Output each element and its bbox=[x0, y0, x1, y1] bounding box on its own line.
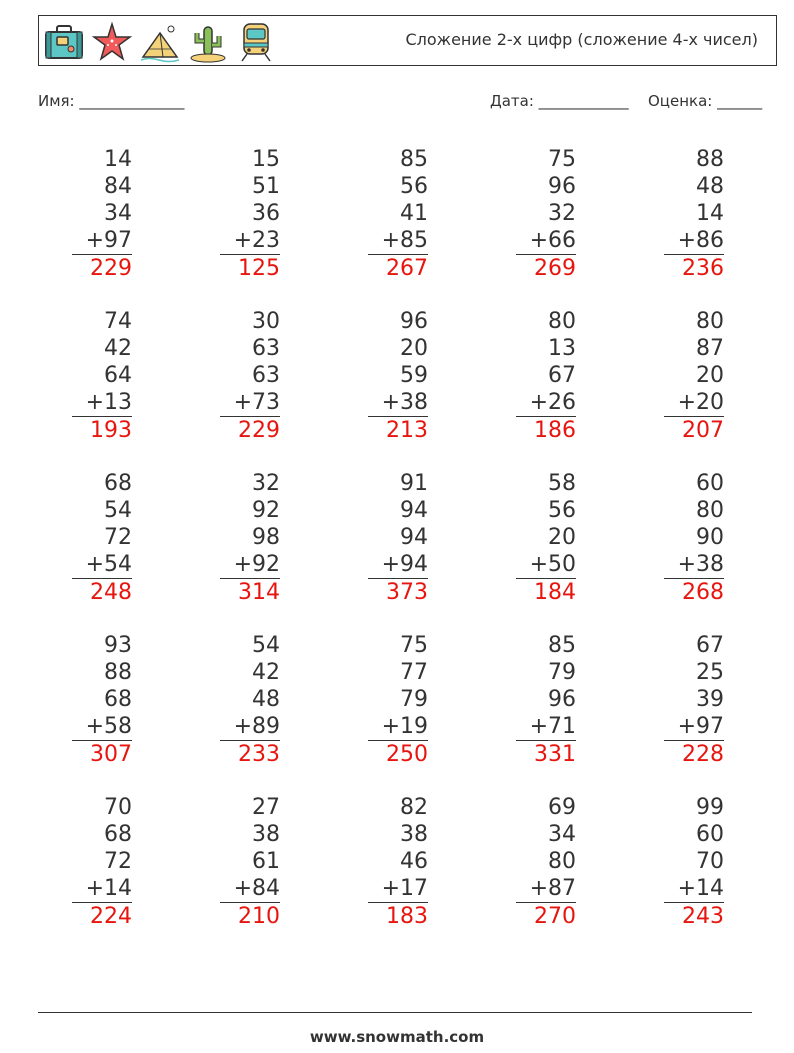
addend: 30 bbox=[252, 309, 280, 334]
last-addend: +54 bbox=[72, 551, 132, 579]
addend: 56 bbox=[548, 498, 576, 523]
date-field-label: Дата: ____________ bbox=[490, 92, 629, 110]
addend: 69 bbox=[548, 795, 576, 820]
answer: 236 bbox=[682, 256, 724, 281]
addend: 82 bbox=[400, 795, 428, 820]
addend: 54 bbox=[252, 633, 280, 658]
addend: 20 bbox=[696, 363, 724, 388]
last-addend: +26 bbox=[516, 389, 576, 417]
last-addend: +20 bbox=[664, 389, 724, 417]
addition-problem bbox=[664, 146, 724, 282]
addend: 42 bbox=[252, 660, 280, 685]
addend: 79 bbox=[548, 660, 576, 685]
addend: 48 bbox=[696, 174, 724, 199]
answer: 210 bbox=[238, 904, 280, 929]
addend: 58 bbox=[548, 471, 576, 496]
addition-problem bbox=[220, 794, 280, 930]
last-addend: +87 bbox=[516, 875, 576, 903]
last-addend: +19 bbox=[368, 713, 428, 741]
addition-problem bbox=[516, 632, 576, 768]
suitcase-icon bbox=[43, 21, 85, 63]
answer: 270 bbox=[534, 904, 576, 929]
addend: 74 bbox=[104, 309, 132, 334]
addition-problem bbox=[72, 146, 132, 282]
worksheet-header bbox=[38, 15, 777, 66]
answer: 331 bbox=[534, 742, 576, 767]
addition-problem bbox=[368, 632, 428, 768]
addend: 84 bbox=[104, 174, 132, 199]
addend: 15 bbox=[252, 147, 280, 172]
addition-problem bbox=[368, 470, 428, 606]
addend: 68 bbox=[104, 822, 132, 847]
addend: 96 bbox=[400, 309, 428, 334]
addend: 88 bbox=[104, 660, 132, 685]
addition-problem bbox=[368, 794, 428, 930]
answer: 228 bbox=[682, 742, 724, 767]
last-addend: +66 bbox=[516, 227, 576, 255]
addend: 80 bbox=[548, 309, 576, 334]
addend: 85 bbox=[400, 147, 428, 172]
addend: 96 bbox=[548, 174, 576, 199]
addition-problem bbox=[220, 632, 280, 768]
answer: 207 bbox=[682, 418, 724, 443]
addend: 20 bbox=[400, 336, 428, 361]
worksheet-title: Сложение 2-х цифр (сложение 4-х чисел) bbox=[405, 30, 758, 49]
addend: 94 bbox=[400, 525, 428, 550]
answer: 314 bbox=[238, 580, 280, 605]
last-addend: +23 bbox=[220, 227, 280, 255]
addition-problem bbox=[664, 794, 724, 930]
answer: 213 bbox=[386, 418, 428, 443]
addend: 34 bbox=[548, 822, 576, 847]
last-addend: +38 bbox=[664, 551, 724, 579]
answer: 373 bbox=[386, 580, 428, 605]
last-addend: +73 bbox=[220, 389, 280, 417]
addition-problem bbox=[72, 470, 132, 606]
addition-problem bbox=[368, 146, 428, 282]
addend: 42 bbox=[104, 336, 132, 361]
grade-field-label: Оценка: ______ bbox=[648, 92, 763, 110]
addend: 80 bbox=[696, 498, 724, 523]
problem-grid bbox=[0, 146, 794, 966]
addend: 60 bbox=[696, 822, 724, 847]
answer: 183 bbox=[386, 904, 428, 929]
last-addend: +13 bbox=[72, 389, 132, 417]
addend: 63 bbox=[252, 363, 280, 388]
footer-site: www.snowmath.com bbox=[309, 1028, 485, 1046]
last-addend: +85 bbox=[368, 227, 428, 255]
addend: 80 bbox=[696, 309, 724, 334]
answer: 229 bbox=[90, 256, 132, 281]
last-addend: +92 bbox=[220, 551, 280, 579]
answer: 224 bbox=[90, 904, 132, 929]
addend: 88 bbox=[696, 147, 724, 172]
last-addend: +97 bbox=[664, 713, 724, 741]
addend: 61 bbox=[252, 849, 280, 874]
last-addend: +94 bbox=[368, 551, 428, 579]
addend: 99 bbox=[696, 795, 724, 820]
answer: 233 bbox=[238, 742, 280, 767]
addition-problem bbox=[516, 794, 576, 930]
addend: 13 bbox=[548, 336, 576, 361]
footer-divider bbox=[38, 1012, 752, 1013]
last-addend: +58 bbox=[72, 713, 132, 741]
addend: 60 bbox=[696, 471, 724, 496]
answer: 248 bbox=[90, 580, 132, 605]
addend: 67 bbox=[696, 633, 724, 658]
answer: 307 bbox=[90, 742, 132, 767]
addend: 34 bbox=[104, 201, 132, 226]
addend: 87 bbox=[696, 336, 724, 361]
addend: 94 bbox=[400, 498, 428, 523]
addend: 91 bbox=[400, 471, 428, 496]
addition-problem bbox=[72, 308, 132, 444]
last-addend: +50 bbox=[516, 551, 576, 579]
starfish-icon bbox=[91, 21, 133, 63]
answer: 125 bbox=[238, 256, 280, 281]
addend: 70 bbox=[696, 849, 724, 874]
answer: 269 bbox=[534, 256, 576, 281]
pyramid-icon bbox=[139, 21, 181, 63]
addition-problem bbox=[220, 308, 280, 444]
addition-problem bbox=[664, 632, 724, 768]
addend: 68 bbox=[104, 687, 132, 712]
addend: 70 bbox=[104, 795, 132, 820]
addition-problem bbox=[516, 308, 576, 444]
train-icon bbox=[235, 21, 277, 63]
addend: 98 bbox=[252, 525, 280, 550]
addend: 14 bbox=[696, 201, 724, 226]
addend: 32 bbox=[252, 471, 280, 496]
last-addend: +14 bbox=[72, 875, 132, 903]
addend: 92 bbox=[252, 498, 280, 523]
addend: 63 bbox=[252, 336, 280, 361]
last-addend: +97 bbox=[72, 227, 132, 255]
addend: 64 bbox=[104, 363, 132, 388]
addend: 85 bbox=[548, 633, 576, 658]
addition-problem bbox=[220, 146, 280, 282]
last-addend: +17 bbox=[368, 875, 428, 903]
addend: 36 bbox=[252, 201, 280, 226]
addend: 39 bbox=[696, 687, 724, 712]
addend: 46 bbox=[400, 849, 428, 874]
addend: 67 bbox=[548, 363, 576, 388]
answer: 250 bbox=[386, 742, 428, 767]
addition-problem bbox=[664, 470, 724, 606]
addend: 72 bbox=[104, 849, 132, 874]
answer: 268 bbox=[682, 580, 724, 605]
addend: 75 bbox=[400, 633, 428, 658]
addend: 96 bbox=[548, 687, 576, 712]
addend: 90 bbox=[696, 525, 724, 550]
addend: 41 bbox=[400, 201, 428, 226]
addend: 51 bbox=[252, 174, 280, 199]
name-field-label: Имя: ______________ bbox=[38, 92, 185, 110]
answer: 186 bbox=[534, 418, 576, 443]
last-addend: +89 bbox=[220, 713, 280, 741]
last-addend: +38 bbox=[368, 389, 428, 417]
answer: 229 bbox=[238, 418, 280, 443]
addition-problem bbox=[516, 470, 576, 606]
addend: 27 bbox=[252, 795, 280, 820]
addend: 93 bbox=[104, 633, 132, 658]
answer: 267 bbox=[386, 256, 428, 281]
addend: 25 bbox=[696, 660, 724, 685]
addend: 72 bbox=[104, 525, 132, 550]
addend: 38 bbox=[400, 822, 428, 847]
answer: 184 bbox=[534, 580, 576, 605]
addend: 80 bbox=[548, 849, 576, 874]
last-addend: +71 bbox=[516, 713, 576, 741]
addend: 75 bbox=[548, 147, 576, 172]
addend: 77 bbox=[400, 660, 428, 685]
addend: 54 bbox=[104, 498, 132, 523]
addition-problem bbox=[368, 308, 428, 444]
addition-problem bbox=[516, 146, 576, 282]
header-icons bbox=[43, 21, 277, 63]
addend: 59 bbox=[400, 363, 428, 388]
addend: 56 bbox=[400, 174, 428, 199]
last-addend: +86 bbox=[664, 227, 724, 255]
last-addend: +14 bbox=[664, 875, 724, 903]
answer: 243 bbox=[682, 904, 724, 929]
addition-problem bbox=[220, 470, 280, 606]
addend: 38 bbox=[252, 822, 280, 847]
addend: 14 bbox=[104, 147, 132, 172]
addend: 68 bbox=[104, 471, 132, 496]
addend: 32 bbox=[548, 201, 576, 226]
addition-problem bbox=[72, 794, 132, 930]
answer: 193 bbox=[90, 418, 132, 443]
addend: 48 bbox=[252, 687, 280, 712]
last-addend: +84 bbox=[220, 875, 280, 903]
addition-problem bbox=[664, 308, 724, 444]
addend: 79 bbox=[400, 687, 428, 712]
addend: 20 bbox=[548, 525, 576, 550]
cactus-icon bbox=[187, 21, 229, 63]
addition-problem bbox=[72, 632, 132, 768]
